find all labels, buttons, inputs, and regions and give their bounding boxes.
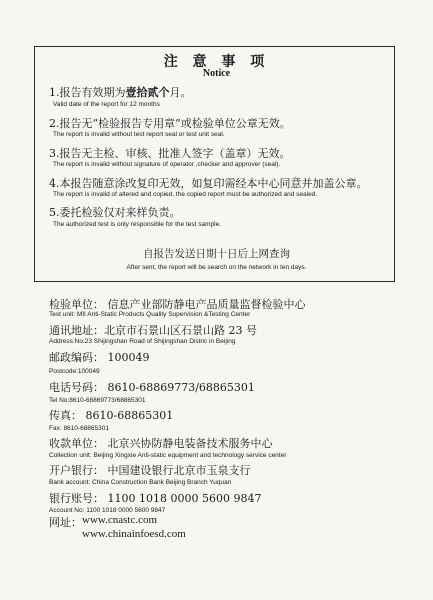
notice-item-1-prefix: 1.报告有效期为 [49, 86, 126, 99]
notice-item-4-cn: 4.本报告随意涂改复印无效，如复印需经本中心同意并加盖公章。 [49, 177, 368, 190]
online-query-en: After sent, the report will be search on the network in ten days. [126, 264, 307, 271]
fax-en: Fax: 8610-68865301 [49, 425, 109, 432]
notice-item-4-en: The report is invalid of altered and copied, the copied report must be authorized and sealed. [53, 191, 318, 198]
website-link-1[interactable]: www.cnastc.com [82, 514, 158, 526]
notice-item-3-cn: 3.报告无主检、审核、批准人签字（盖章）无效。 [49, 147, 291, 160]
notice-item-1-suffix: 月。 [169, 86, 192, 99]
address-cn: 通讯地址：北京市石景山区石景山路 23 号 [49, 324, 257, 337]
notice-item-2-cn: 2.报告无“检验报告专用章”或检验单位公章无效。 [49, 117, 291, 130]
notice-title-cn: 注 意 事 项 [163, 54, 270, 70]
notice-item-1-en: Valid date of the report for 12 months [53, 101, 160, 108]
account-cn: 银行账号： 1100 1018 0000 5600 9847 [49, 492, 262, 505]
notice-item-3-en: The report is invalid without signature of operator ,checker and approver (seal). [53, 161, 281, 168]
collection-unit-cn: 收款单位： 北京兴协防静电装备技术服务中心 [49, 437, 273, 450]
notice-item-1-bold: 壹拾贰个 [125, 86, 170, 99]
bank-cn: 开户银行： 中国建设银行北京市玉泉支行 [49, 464, 251, 477]
notice-item-1-cn [49, 84, 192, 100]
online-query-cn: 自报告发送日期十日后上网查询 [143, 248, 290, 260]
collection-unit-en: Collection unit: Beijing Xingxie Anti-static equipment and technology service center [49, 452, 287, 459]
test-unit-cn: 检验单位： 信息产业部防静电产品质量监督检验中心 [49, 298, 306, 311]
bank-en: Bank account: China Construction Bank Beijing Branch Yuquan [49, 479, 232, 486]
notice-item-5-cn: 5.委托检验仅对来样负责。 [49, 206, 181, 219]
telephone-en: Tel No:8610-68869773/68865301 [49, 397, 146, 404]
telephone-cn: 电话号码： 8610-68869773/68865301 [49, 381, 255, 394]
notice-title-en: Notice [202, 68, 231, 79]
postcode-cn: 邮政编码： 100049 [49, 351, 150, 364]
notice-item-2-en: The report is invalid without test report seal or test unit seal. [53, 131, 225, 138]
notice-item-5-en: The authorized test is only responsible for the test sample. [53, 221, 222, 228]
website-link-2[interactable]: www.chinainfoesd.com [82, 528, 186, 540]
fax-cn: 传真： 8610-68865301 [49, 409, 174, 422]
address-en: Address:No.23 Shijingshan Road of Shijingshan Distric in Beijing [49, 338, 236, 345]
test-unit-en: Test unit: MII Anti-Static Products Quality Supervision &Testing Center [49, 311, 251, 318]
account-en: Account No: 1100 1018 0000 5600 9847 [49, 507, 166, 514]
website-label: 网址： [49, 516, 82, 529]
postcode-en: Postcode:100049 [49, 368, 100, 375]
